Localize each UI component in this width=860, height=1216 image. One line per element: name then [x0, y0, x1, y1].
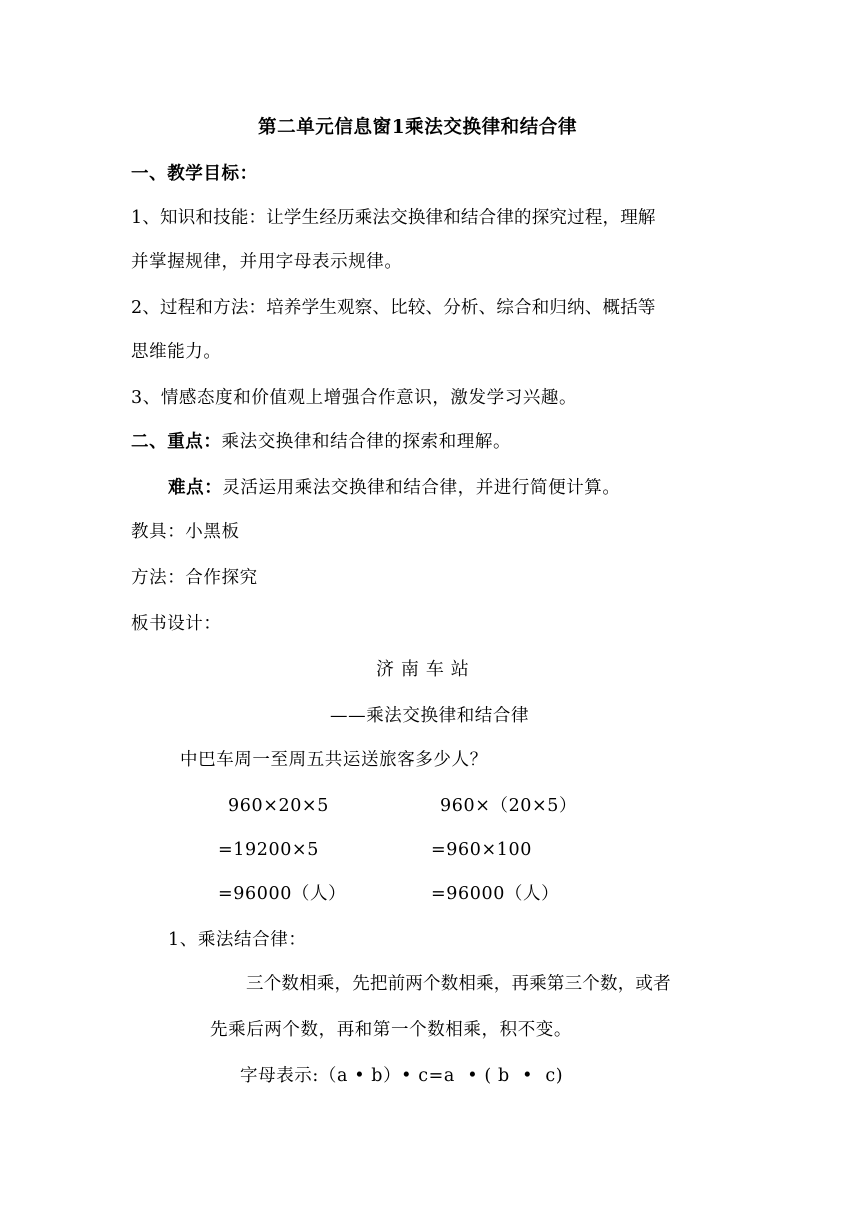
key-point-label: 二、重点： [131, 432, 222, 452]
left-calc-step-1: 960×20×5 [228, 796, 329, 816]
right-calc-step-3: =96000（人） [431, 884, 560, 904]
law-text-line-2: 先乘后两个数，再和第一个数相乘，积不变。 [210, 1020, 572, 1040]
law-formula: 字母表示:（a • b）• c=a • ( b • c) [240, 1066, 564, 1086]
law-text-line-1: 三个数相乘，先把前两个数相乘，再乘第三个数，或者 [246, 974, 671, 994]
section-heading-objectives: 一、教学目标： [131, 164, 258, 184]
left-calc-step-2: =19200×5 [218, 840, 319, 860]
law-heading: 1、乘法结合律： [168, 930, 307, 950]
teaching-tools: 教具：小黑板 [131, 522, 240, 542]
board-title: 济 南 车 站 [376, 659, 470, 680]
objective-1-line-1: 1、知识和技能：让学生经历乘法交换律和结合律的探究过程，理解 [131, 208, 656, 228]
objective-3: 3、情感态度和价值观上增强合作意识，激发学习兴趣。 [131, 388, 578, 408]
right-calc-step-2: =960×100 [431, 840, 532, 860]
board-design-label: 板书设计： [131, 614, 222, 634]
key-point [131, 430, 511, 454]
document-title: 第二单元信息窗1乘法交换律和结合律 [258, 117, 578, 138]
right-calc-step-1: 960×（20×5） [440, 796, 578, 816]
teaching-method: 方法：合作探究 [131, 568, 258, 588]
board-question: 中巴车周一至周五共运送旅客多少人？ [180, 750, 488, 770]
objective-2-line-1: 2、过程和方法：培养学生观察、比较、分析、综合和归纳、概括等 [131, 298, 656, 318]
difficult-point [168, 476, 621, 500]
objective-2-line-2: 思维能力。 [131, 342, 222, 362]
difficult-point-label: 难点： [168, 478, 223, 498]
objective-1-line-2: 并掌握规律，并用字母表示规律。 [131, 252, 403, 272]
board-subtitle: ——乘法交换律和结合律 [330, 706, 530, 726]
key-point-text: 乘法交换律和结合律的探索和理解。 [221, 432, 512, 452]
difficult-point-text: 灵活运用乘法交换律和结合律，并进行简便计算。 [222, 478, 621, 498]
left-calc-step-3: =96000（人） [218, 884, 347, 904]
